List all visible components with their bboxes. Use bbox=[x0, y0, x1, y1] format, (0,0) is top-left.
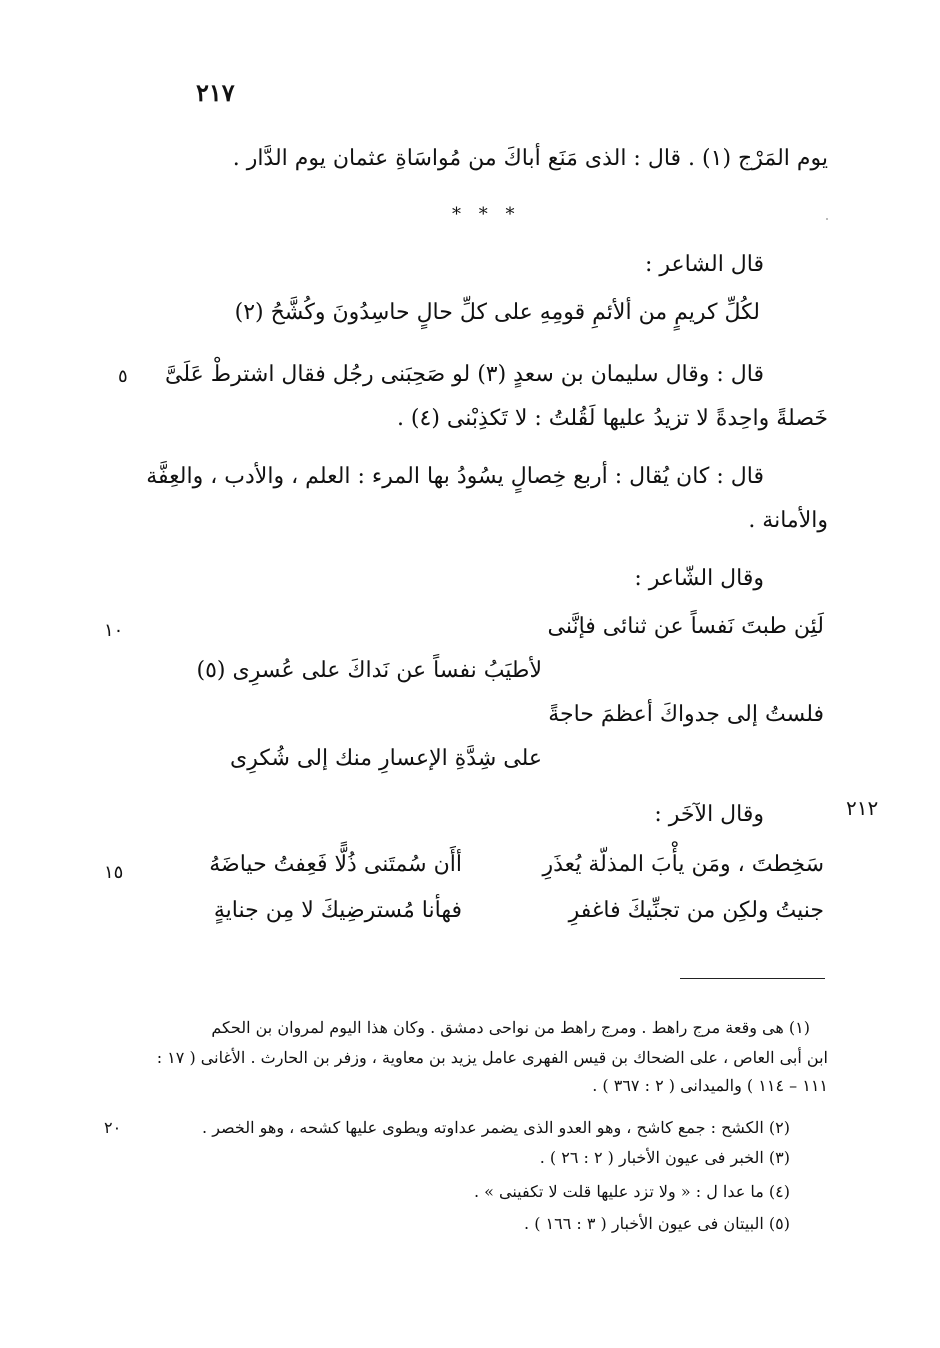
verse-3-line-2-first-half: فهأنا مُسترضِيكَ لا مِن جنايةٍ bbox=[213, 898, 462, 923]
footnote-1-line-2: ابن أبى العاص ، على الضحاك بن قيس الفهرى عامل يزيد بن معاوية ، وزفر بن الحارث . الأغانى ( ١٧ : bbox=[156, 1048, 828, 1067]
verse-3-line-2-second-half: جنيتُ ولكِن من تجنِّيكَ فاغفرِ bbox=[568, 898, 824, 923]
section-separator: * * * bbox=[452, 204, 521, 225]
paragraph-2-line-1: قال : وقال سليمان بن سعدٍ (٣) لو صَحِبَنى رجُل فقال اشترطْ عَلَىَّ bbox=[165, 362, 764, 387]
paragraph-3-line-2: والأمانة . bbox=[748, 508, 828, 533]
paragraph-2-line-2: خَصلةً واحِدةً لا تزيدُ عليها لَقُلتُ : لا تَكذِبْنى (٤) . bbox=[396, 406, 828, 431]
footnote-2: (٢) الكشح : جمع كاشح ، وهو العدو الذى يضمر عداوته ويطوى عليها كشحه ، وهو الخصر . bbox=[202, 1118, 790, 1137]
verse-1: لكُلِّ كريمٍ من ألأئمِ قومِهِ على كلِّ حالٍ حاسِدُونَ وكُشَّحُ (٢) bbox=[234, 300, 760, 325]
page-number: ٢١٧ bbox=[196, 78, 235, 107]
line-number-15: ١٥ bbox=[104, 862, 124, 883]
line-number-5: ٥ bbox=[118, 366, 128, 387]
footnote-1-line-1: (١) هى وقعة مرج راهط . ومرج راهط من نواحى دمشق . وكان هذا اليوم لمروان بن الحكم bbox=[211, 1018, 810, 1037]
footnote-1-line-3: ١١١ – ١١٤ ) والميدانى ( ٢ : ٣٦٧ ) . bbox=[592, 1076, 828, 1095]
scan-speck bbox=[826, 218, 828, 220]
body-line-1: يوم المَرْج (١) . قال : الذى مَنَع أباكَ من مُواسَاةِ عثمان يوم الدَّار . bbox=[232, 146, 828, 171]
footnote-rule bbox=[680, 978, 825, 979]
poet-intro-3: وقال الآخَر : bbox=[654, 802, 764, 827]
poet-intro-1: قال الشاعر : bbox=[644, 252, 764, 277]
verse-2-line-3: فلستُ إلى جدواكَ أعظمَ حاجةً bbox=[548, 702, 824, 727]
verse-3-line-1-first-half: أأَن سُمتَنى ذُلًّا فَعِفتُ حياضَهُ bbox=[209, 852, 462, 877]
verse-2-line-2: لأطيَبُ نفساً عن نَداكَ على عُسرِى (٥) bbox=[196, 658, 542, 683]
verse-3-line-1-second-half: سَخِطتَ ، ومَن يأْبَ المذلّة يُعذَرِ bbox=[542, 852, 824, 877]
paragraph-3-line-1: قال : كان يُقال : أربع خِصالٍ يسُودُ بها المرء : العلم ، والأدب ، والعِفَّة bbox=[146, 464, 764, 489]
side-page-number: ٢١٢ bbox=[846, 796, 879, 820]
line-number-10: ١٠ bbox=[104, 620, 124, 641]
footnote-5: (٥) البيتان فى عيون الأخبار ( ٣ : ١٦٦ ) . bbox=[524, 1214, 790, 1233]
verse-2-line-1: لَئِن طبتَ نَفساً عن ثنائى فإنَّنى bbox=[547, 614, 824, 639]
footnote-4: (٤) ما عدا ل : « ولا تزد عليها قلت لا تكفينى » . bbox=[473, 1182, 790, 1201]
poet-intro-2: وقال الشّاعر : bbox=[634, 566, 764, 591]
verse-2-line-4: على شِدَّةِ الإعسارِ منك إلى شُكرِى bbox=[229, 746, 542, 771]
footnote-3: (٣) الخبر فى عيون الأخبار ( ٢ : ٢٦ ) . bbox=[539, 1148, 790, 1167]
line-number-20: ٢٠ bbox=[104, 1118, 122, 1137]
